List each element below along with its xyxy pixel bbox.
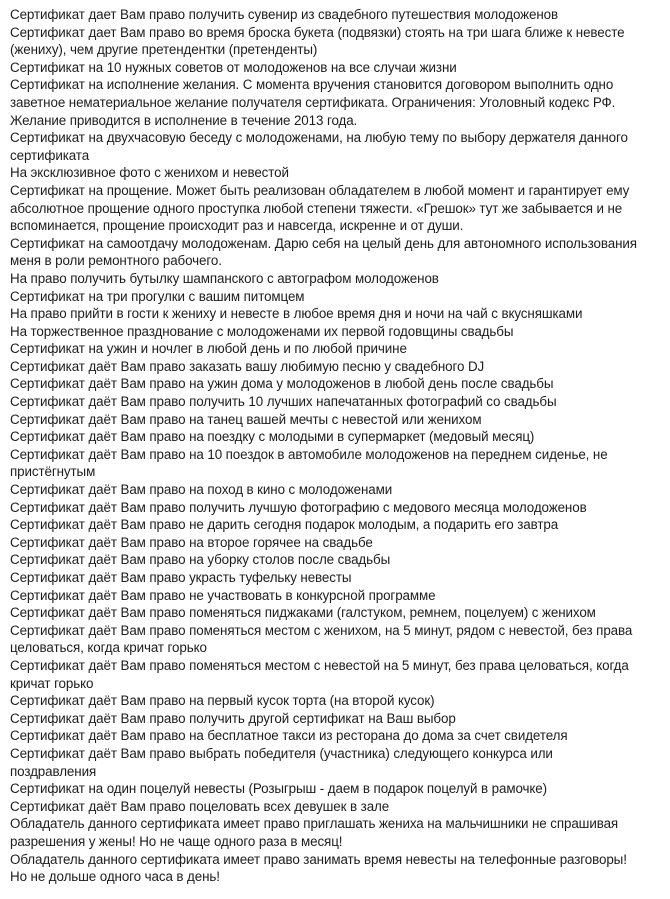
text-line: На право получить бутылку шампанского с автографом молодоженов [10, 270, 439, 286]
text-line: Сертификат даёт Вам право получить другой сертификат на Ваш выбор [10, 710, 456, 726]
text-line: (жениху), чем другие претендентки (претенденты) [10, 42, 318, 58]
text-line: Сертификат даёт Вам право не участвовать в конкурсной программе [10, 587, 436, 603]
text-line: Обладатель данного сертификата имеет право приглашать жениха на мальчишники не спрашивая [10, 816, 619, 832]
text-line: На право прийти в гости к жениху и невесте в любое время дня и ночи на чай с вкусняшками [10, 306, 583, 322]
text-line: Сертификат на 10 нужных советов от молодоженов на все случаи жизни [10, 59, 457, 75]
text-line: На эксклюзивное фото с женихом и невестой [10, 165, 289, 181]
text-line: Сертификат на прощение. Может быть реализован обладателем в любой момент и гарантирует ему [10, 182, 630, 198]
text-line: вспоминается, прощение происходит раз и навсегда, искренне и от души. [10, 218, 464, 234]
text-line: Сертификат даёт Вам право выбрать победителя (участника) следующего конкурса или [10, 745, 553, 761]
text-line: Сертификат даёт Вам право на ужин дома у молодоженов в любой день после свадьбы [10, 376, 554, 392]
text-line: Сертификат даёт Вам право не дарить сегодня подарок молодым, а подарить его завтра [10, 517, 559, 533]
text-line: Сертификат даёт Вам право на танец вашей мечты с невестой или женихом [10, 411, 482, 427]
text-line: Сертификат даёт Вам право получить 10 лучших напечатанных фотографий со свадьбы [10, 394, 557, 410]
text-line: Сертификат дает Вам право получить сувенир из свадебного путешествия молодоженов [10, 7, 559, 22]
text-line: меня в роли ремонтного рабочего. [10, 253, 222, 269]
text-line: Сертификат даёт Вам право поменяться местом с женихом, на 5 минут, рядом с невестой, без права [10, 622, 633, 638]
text-line: Сертификат даёт Вам право украсть туфельку невесты [10, 570, 352, 585]
text-line: Сертификат даёт Вам право поцеловать всех девушек в зале [10, 798, 390, 814]
text-line: Сертификат на ужин и ночлег в любой день и по любой причине [10, 341, 407, 357]
text-line: Сертификат даёт Вам право поменяться местом с невестой на 5 минут, без права целоваться, когда [10, 657, 629, 673]
text-line: Сертификат на самоотдачу молодоженам. Дарю себя на целый день для автономного использования [10, 235, 637, 251]
text-line: Сертификат даёт Вам право на 10 поездок в автомобиле молодоженов на переднем сиденье, не [10, 446, 608, 462]
text-line: Сертификат даёт Вам право получить лучшую фотографию с медового месяца молодоженов [10, 499, 587, 515]
text-line: кричат горько [10, 675, 94, 691]
text-line: сертификата [10, 147, 90, 163]
text-line: Сертификат даёт Вам право заказать вашу любимую песню у свадебного DJ [10, 358, 485, 374]
text-line: Сертификат даёт Вам право на бесплатное такси из ресторана до дома за счет свидетеля [10, 728, 568, 744]
text-line: Сертификат на три прогулки с вашим питомцем [10, 288, 305, 304]
text-line: Сертификат на двухчасовую беседу с молодоженами, на любую тему по выбору держателя данного [10, 130, 628, 146]
text-line: поздравления [10, 763, 97, 779]
text-line: Сертификат даёт Вам право на первый кусок торта (на второй кусок) [10, 693, 435, 709]
text-line: Но не дольше одного часа в день! [10, 869, 220, 885]
text-line: Сертификат дает Вам право во время броска букета (подвязки) стоять на три шага ближе к невесте [10, 24, 625, 40]
text-line: целоваться, когда кричат горько [10, 640, 207, 656]
text-line: разрешения у жены! Но не чаще одного раза в месяц! [10, 833, 343, 849]
text-line: пристёгнутым [10, 464, 96, 480]
text-line: Сертификат даёт Вам право на второе горячее на свадьбе [10, 534, 373, 550]
text-line: Сертификат даёт Вам право на уборку столов после свадьбы [10, 552, 391, 568]
text-line: Сертификат даёт Вам право на поход в кино с молодоженами [10, 482, 393, 498]
text-line: На торжественное празднование с молодоженами их первой годовщины свадьбы [10, 323, 514, 339]
text-line: Сертификат на один поцелуй невесты (Розыгрыш - даем в подарок поцелуй в рамочке) [10, 781, 547, 797]
text-line: заветное нематериальное желание получателя сертификата. Ограничения: Уголовный кодекс РФ. [10, 94, 616, 110]
text-line: абсолютное прощение одного проступка любой степени тяжести. «Грешок» тут же забывается и не [10, 200, 623, 216]
text-line: Желание приводится в исполнение в течение 2013 года. [10, 112, 358, 128]
text-line: Сертификат даёт Вам право поменяться пиджаками (галстуком, ремнем, поцелуем) с женихом [10, 605, 596, 621]
text-line: Сертификат на исполнение желания. С момента вручения становится договором выполнить одно [10, 77, 614, 93]
text-line: Обладатель данного сертификата имеет право занимать время невесты на телефонные разговоры! [10, 851, 627, 867]
text-line: Сертификат даёт Вам право на поездку с молодыми в супермаркет (медовый месяц) [10, 429, 535, 445]
